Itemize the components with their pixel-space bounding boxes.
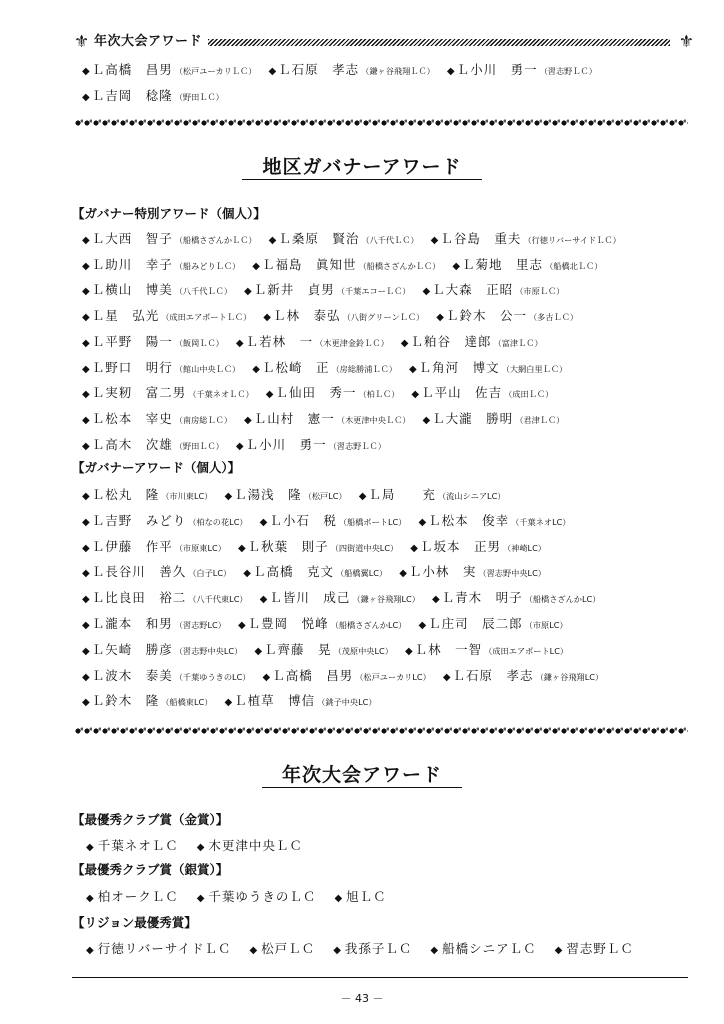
header-hatched-rule	[208, 39, 670, 46]
diamond-bullet-icon: ◆	[82, 620, 90, 631]
diamond-bullet-icon: ◆	[408, 363, 417, 375]
person-name: Ｌ局 充	[368, 487, 436, 502]
person-name: Ｌ豊岡 悦峰	[247, 616, 329, 631]
club-name: 旭ＬＣ	[346, 889, 387, 904]
club-name: （千葉エコーＬＣ）	[336, 286, 411, 297]
award-club-row	[86, 835, 321, 859]
diamond-bullet-icon: ◆	[249, 945, 259, 956]
person-name: Ｌ助川 幸子	[91, 256, 173, 272]
list-row	[82, 382, 565, 404]
club-name: （船橋ポートLC）	[338, 516, 407, 527]
club-name: （習志野ＬＣ）	[328, 440, 386, 451]
diamond-bullet-icon: ◆	[82, 697, 90, 709]
person-name: Ｌ桑原 賢治	[278, 231, 360, 246]
dotted-separator	[74, 117, 688, 129]
club-name: （習志野中央LC）	[478, 568, 546, 579]
diamond-bullet-icon: ◆	[254, 645, 263, 657]
club-name: （船橋さざんかＬＣ）	[358, 260, 441, 271]
club-name: （流山シニアLC）	[437, 491, 506, 501]
award-entry	[82, 665, 251, 689]
diamond-bullet-icon: ◆	[268, 66, 277, 77]
club-name: （八千代ＬＣ）	[174, 286, 233, 297]
diamond-bullet-icon: ◆	[224, 491, 233, 502]
award-entry	[447, 59, 597, 83]
club-name: （市川東LC）	[161, 491, 213, 501]
person-name: Ｌ石原 孝志	[278, 62, 360, 77]
list-row	[82, 587, 612, 609]
list-row	[82, 228, 633, 250]
club-name: 行徳リバーサイドＬＣ	[97, 941, 232, 956]
award-entry	[82, 331, 224, 355]
diamond-bullet-icon: ◆	[82, 440, 90, 452]
diamond-bullet-icon: ◆	[82, 491, 90, 502]
list-row	[82, 279, 576, 301]
diamond-bullet-icon: ◆	[82, 337, 90, 349]
club-name: （鎌ヶ谷飛翔LC）	[352, 594, 420, 605]
award-entry	[244, 279, 410, 303]
club-name: （房総勝浦ＬＣ）	[331, 363, 397, 374]
person-name: Ｌ矢崎 勝彦	[91, 641, 173, 657]
person-name: Ｌ実籾 富二男	[91, 385, 187, 401]
diamond-bullet-icon: ◆	[422, 414, 431, 426]
club-name: （松戸LC）	[303, 491, 347, 501]
club-name: （千葉ネオＬＣ）	[188, 389, 254, 400]
award-entry	[252, 357, 397, 381]
award-entry	[452, 254, 602, 278]
list-row	[82, 561, 558, 583]
diamond-bullet-icon: ◆	[82, 363, 90, 375]
award-entry	[236, 331, 389, 355]
person-name: Ｌ湯浅 隆	[234, 487, 302, 502]
award-entry	[82, 639, 242, 663]
person-name: Ｌ吉岡 稔隆	[91, 88, 173, 103]
diamond-bullet-icon: ◆	[86, 945, 95, 956]
award-entry	[236, 434, 386, 458]
diamond-bullet-icon: ◆	[243, 568, 251, 580]
award-entry	[82, 279, 232, 303]
club-award-item	[197, 886, 317, 910]
person-name: Ｌ鈴木 隆	[91, 693, 160, 709]
list-row	[82, 305, 590, 327]
award-entry	[82, 510, 248, 534]
person-name: Ｌ新井 貞男	[253, 282, 335, 298]
diamond-bullet-icon: ◆	[265, 389, 274, 401]
award-entry	[82, 690, 212, 714]
award-entry	[432, 587, 601, 611]
diamond-bullet-icon: ◆	[418, 620, 427, 631]
diamond-bullet-icon: ◆	[82, 568, 90, 580]
list-row	[82, 331, 555, 353]
club-name: （習志野ＬＣ）	[539, 66, 597, 76]
list-row	[82, 690, 389, 712]
award-entry	[399, 561, 546, 585]
diamond-bullet-icon: ◆	[452, 260, 461, 272]
club-award-item	[86, 938, 231, 962]
award-entry	[82, 434, 224, 458]
club-name: （野田ＬＣ）	[174, 440, 224, 451]
club-name: 船橋シニアＬＣ	[442, 941, 537, 956]
person-name: Ｌ小石 税	[269, 512, 337, 528]
award-entry	[82, 357, 240, 381]
diamond-bullet-icon: ◆	[82, 645, 90, 657]
club-name: （柏なの花LC）	[188, 516, 248, 527]
category-heading: 【最優秀クラブ賞（金賞）】	[72, 812, 229, 827]
person-name: Ｌ高橋 克文	[252, 564, 334, 580]
club-name: （習志野LC）	[174, 620, 226, 630]
club-name: （茂原中央LC）	[333, 645, 393, 656]
diamond-bullet-icon: ◆	[196, 842, 206, 853]
person-name: Ｌ平野 陽一	[91, 333, 173, 349]
list-row	[82, 434, 398, 456]
club-name: （千葉ゆうきのLC）	[174, 671, 251, 682]
list-row	[82, 536, 558, 558]
club-name: （船橋さざんかLC）	[524, 594, 601, 605]
list-row	[82, 357, 579, 379]
award-entry	[359, 484, 506, 508]
list-row	[82, 408, 576, 430]
award-entry	[238, 536, 398, 560]
person-name: Ｌ大瀧 勝明	[432, 410, 514, 426]
club-name: （四街道中央LC）	[330, 542, 399, 553]
diamond-bullet-icon: ◆	[431, 594, 440, 606]
club-award-item	[86, 886, 179, 910]
diamond-bullet-icon: ◆	[259, 594, 268, 606]
fleur-de-lis-icon: ⚜	[74, 32, 90, 52]
diamond-bullet-icon: ◆	[82, 542, 90, 554]
award-entry	[405, 639, 568, 663]
club-name: （市原東LC）	[174, 542, 226, 553]
diamond-bullet-icon: ◆	[82, 286, 90, 298]
award-entry	[401, 331, 543, 355]
club-name: （多古ＬＣ）	[528, 312, 579, 323]
list-row	[82, 510, 583, 532]
page-number: － 43 －	[340, 992, 384, 1005]
club-name: （木更津中央ＬＣ）	[336, 414, 411, 425]
award-entry	[82, 228, 257, 252]
person-name: Ｌ野口 明行	[91, 359, 173, 375]
diamond-bullet-icon: ◆	[430, 235, 439, 246]
person-name: Ｌ山村 憲一	[253, 410, 335, 426]
club-name: 柏オークＬＣ	[97, 889, 179, 904]
person-name: Ｌ小林 実	[408, 564, 477, 580]
club-award-item	[197, 835, 303, 859]
club-name: （富津ＬＣ）	[493, 337, 543, 348]
club-name: （船みどりＬＣ）	[174, 260, 241, 271]
award-entry	[254, 639, 393, 663]
person-name: Ｌ高橋 昌男	[91, 62, 173, 77]
award-entry	[263, 305, 424, 329]
person-name: Ｌ長谷川 善久	[91, 564, 187, 580]
diamond-bullet-icon: ◆	[82, 235, 90, 246]
award-entry	[436, 305, 578, 329]
list-row	[82, 254, 614, 276]
category-heading: 【ガバナー特別アワード（個人）】	[72, 206, 266, 221]
diamond-bullet-icon: ◆	[418, 516, 427, 528]
award-entry	[260, 587, 420, 611]
category-heading: 【ガバナーアワード（個人）】	[72, 460, 241, 475]
club-name: （船橋北ＬＣ）	[545, 260, 603, 271]
club-name: （船橋さざんかＬＣ）	[174, 235, 257, 245]
award-entry	[418, 510, 570, 534]
club-name: （八千代ＬＣ）	[361, 235, 419, 245]
award-entry	[431, 228, 621, 252]
person-name: Ｌ林 一智	[414, 641, 483, 657]
list-row	[82, 59, 609, 81]
person-name: Ｌ小川 勇一	[245, 436, 327, 452]
diamond-bullet-icon: ◆	[86, 893, 95, 904]
club-name: （成田ＬＣ）	[504, 389, 554, 400]
diamond-bullet-icon: ◆	[334, 893, 344, 904]
club-name: （千葉ネオLC）	[511, 516, 571, 527]
award-entry	[409, 357, 567, 381]
club-name: （君津ＬＣ）	[515, 414, 565, 425]
diamond-bullet-icon: ◆	[410, 542, 418, 554]
club-name: （船橋さざんかLC）	[330, 620, 407, 630]
person-name: Ｌ石原 孝志	[452, 667, 534, 683]
diamond-bullet-icon: ◆	[411, 389, 420, 401]
club-name: （八街グリーンＬＣ）	[342, 312, 425, 323]
award-entry	[244, 408, 410, 432]
club-name: （船橋翼LC）	[335, 568, 388, 579]
person-name: Ｌ比良田 裕二	[91, 590, 187, 606]
club-name: （飯岡ＬＣ）	[174, 337, 224, 348]
person-name: Ｌ松崎 正	[261, 359, 330, 375]
diamond-bullet-icon: ◆	[436, 312, 444, 324]
diamond-bullet-icon: ◆	[442, 671, 451, 683]
diamond-bullet-icon: ◆	[82, 671, 90, 683]
club-name: 木更津中央ＬＣ	[208, 838, 303, 853]
person-name: Ｌ平山 佐吉	[421, 385, 503, 401]
section-title-annual: 年次大会アワード	[0, 762, 724, 788]
category-heading: 【最優秀クラブ賞（銀賞）】	[72, 862, 229, 877]
club-award-item	[86, 835, 179, 859]
diamond-bullet-icon: ◆	[446, 66, 455, 77]
diamond-bullet-icon: ◆	[82, 260, 90, 272]
diamond-bullet-icon: ◆	[82, 594, 90, 606]
diamond-bullet-icon: ◆	[259, 516, 268, 528]
person-name: Ｌ若林 一	[245, 333, 314, 349]
award-entry	[82, 587, 248, 611]
running-header	[74, 32, 694, 52]
award-entry	[411, 382, 553, 406]
club-name: （神崎LC）	[502, 542, 546, 553]
club-name: （柏ＬＣ）	[358, 389, 400, 400]
club-name: 習志野ＬＣ	[566, 941, 634, 956]
diamond-bullet-icon: ◆	[399, 568, 407, 580]
club-award-item	[333, 938, 412, 962]
award-entry	[243, 561, 387, 585]
list-row	[82, 665, 615, 687]
running-header-title: 年次大会アワード	[94, 34, 203, 49]
person-name: Ｌ鈴木 公一	[445, 308, 527, 324]
person-name: Ｌ高木 次雄	[91, 436, 173, 452]
diamond-bullet-icon: ◆	[82, 414, 90, 426]
person-name: Ｌ大西 智子	[91, 231, 173, 246]
person-name: Ｌ福島 眞知世	[261, 256, 357, 272]
person-name: Ｌ角河 博文	[418, 359, 500, 375]
award-entry	[82, 484, 212, 508]
list-row	[82, 639, 580, 661]
award-entry	[263, 665, 431, 689]
diamond-bullet-icon: ◆	[237, 620, 246, 631]
diamond-bullet-icon: ◆	[263, 312, 271, 324]
club-name: 松戸ＬＣ	[261, 941, 316, 956]
club-name: （八千代東LC）	[188, 594, 248, 605]
fleur-de-lis-icon: ⚜	[678, 32, 694, 52]
award-entry	[224, 690, 376, 714]
club-name: （南房総ＬＣ）	[174, 414, 233, 425]
award-entry	[82, 382, 254, 406]
diamond-bullet-icon: ◆	[235, 337, 244, 349]
award-entry	[82, 85, 224, 109]
club-award-item	[249, 938, 315, 962]
person-name: Ｌ粕谷 達郎	[410, 333, 492, 349]
club-name: （木更津金鈴ＬＣ）	[315, 337, 389, 348]
person-name: Ｌ松本 宰史	[91, 410, 173, 426]
award-entry	[266, 382, 400, 406]
award-entry	[443, 665, 603, 689]
diamond-bullet-icon: ◆	[252, 260, 260, 272]
dotted-separator	[74, 725, 688, 737]
diamond-bullet-icon: ◆	[82, 92, 90, 103]
club-name: （銚子中央LC）	[317, 697, 377, 708]
diamond-bullet-icon: ◆	[82, 66, 90, 77]
club-name: （市原LC）	[524, 620, 568, 630]
diamond-bullet-icon: ◆	[244, 286, 252, 298]
award-entry	[422, 408, 564, 432]
person-name: Ｌ坂本 正男	[419, 538, 501, 554]
award-club-row	[86, 886, 405, 910]
category-heading: 【リジョン最優秀賞】	[72, 915, 197, 930]
diamond-bullet-icon: ◆	[404, 645, 413, 657]
club-name: （行徳リバーサイドＬＣ）	[523, 235, 621, 245]
footer-rule	[72, 977, 688, 978]
award-entry	[268, 59, 434, 83]
club-name: 千葉ネオＬＣ	[97, 838, 179, 853]
diamond-bullet-icon: ◆	[333, 945, 342, 956]
person-name: Ｌ林 泰弘	[273, 308, 341, 324]
award-entry	[82, 408, 232, 432]
diamond-bullet-icon: ◆	[400, 337, 409, 349]
diamond-bullet-icon: ◆	[237, 542, 246, 554]
person-name: Ｌ谷島 重夫	[440, 231, 522, 246]
club-name: （大網白里ＬＣ）	[501, 363, 568, 374]
club-name: （船橋東LC）	[161, 697, 213, 708]
award-club-row	[86, 938, 652, 962]
person-name: Ｌ庄司 辰二郎	[428, 616, 523, 631]
award-entry	[238, 613, 407, 637]
award-entry	[252, 254, 440, 278]
club-name: 千葉ゆうきのＬＣ	[208, 889, 317, 904]
person-name: Ｌ瀧本 和男	[91, 616, 173, 631]
club-name: （松戸ユーカリLC）	[355, 671, 431, 682]
club-award-item	[430, 938, 536, 962]
person-name: Ｌ植草 博信	[234, 693, 316, 709]
person-name: Ｌ秋葉 則子	[247, 538, 329, 554]
person-name: Ｌ皆川 成己	[269, 590, 351, 606]
award-entry	[418, 613, 567, 637]
award-entry	[422, 279, 564, 303]
person-name: Ｌ伊藤 作平	[91, 538, 173, 554]
club-award-item	[555, 938, 634, 962]
person-name: Ｌ松丸 隆	[91, 487, 160, 502]
diamond-bullet-icon: ◆	[268, 235, 277, 246]
person-name: Ｌ吉野 みどり	[91, 512, 187, 528]
person-name: Ｌ菊地 里志	[462, 256, 544, 272]
club-name: （市原ＬＣ）	[515, 286, 565, 297]
diamond-bullet-icon: ◆	[224, 697, 233, 709]
person-name: Ｌ波木 泰美	[91, 667, 173, 683]
club-name: （成田エアポートＬＣ）	[161, 312, 252, 323]
award-entry	[82, 305, 251, 329]
person-name: Ｌ青木 明子	[441, 590, 523, 606]
list-row	[82, 613, 580, 635]
diamond-bullet-icon: ◆	[235, 440, 244, 452]
club-name: 我孫子ＬＣ	[344, 941, 413, 956]
club-name: （館山中央ＬＣ）	[174, 363, 241, 374]
club-name: （鎌ヶ谷飛翔ＬＣ）	[361, 66, 435, 76]
diamond-bullet-icon: ◆	[244, 414, 252, 426]
person-name: Ｌ小川 勇一	[456, 62, 538, 77]
section-title-district: 地区ガバナーアワード	[0, 154, 724, 180]
person-name: Ｌ松本 俊幸	[428, 512, 510, 528]
diamond-bullet-icon: ◆	[262, 671, 271, 683]
diamond-bullet-icon: ◆	[358, 491, 367, 502]
diamond-bullet-icon: ◆	[554, 945, 564, 956]
diamond-bullet-icon: ◆	[252, 363, 260, 375]
diamond-bullet-icon: ◆	[82, 312, 90, 324]
award-entry	[82, 536, 226, 560]
list-row	[82, 85, 236, 107]
diamond-bullet-icon: ◆	[82, 389, 90, 401]
diamond-bullet-icon: ◆	[82, 516, 90, 528]
diamond-bullet-icon: ◆	[430, 945, 440, 956]
person-name: Ｌ大森 正昭	[432, 282, 514, 298]
person-name: Ｌ横山 博美	[91, 282, 173, 298]
list-row	[82, 484, 518, 506]
person-name: Ｌ高橋 昌男	[272, 667, 354, 683]
award-entry	[269, 228, 419, 252]
award-entry	[260, 510, 407, 534]
award-entry	[82, 613, 226, 637]
diamond-bullet-icon: ◆	[86, 842, 95, 853]
diamond-bullet-icon: ◆	[422, 286, 431, 298]
club-award-item	[334, 886, 386, 910]
club-name: （習志野中央LC）	[174, 645, 243, 656]
person-name: Ｌ齊藤 晃	[264, 641, 332, 657]
person-name: Ｌ仙田 秀一	[275, 385, 357, 401]
award-entry	[82, 561, 231, 585]
award-entry	[410, 536, 546, 560]
club-name: （成田エアポートLC）	[484, 645, 569, 656]
award-entry	[82, 254, 240, 278]
diamond-bullet-icon: ◆	[196, 893, 206, 904]
club-name: （鎌ヶ谷飛翔LC）	[535, 671, 604, 682]
club-name: （松戸ユーカリＬＣ）	[174, 66, 257, 76]
award-entry	[82, 59, 256, 83]
person-name: Ｌ星 弘光	[91, 308, 160, 324]
award-entry	[224, 484, 346, 508]
club-name: （野田ＬＣ）	[174, 92, 224, 102]
club-name: （白子LC）	[188, 568, 232, 579]
